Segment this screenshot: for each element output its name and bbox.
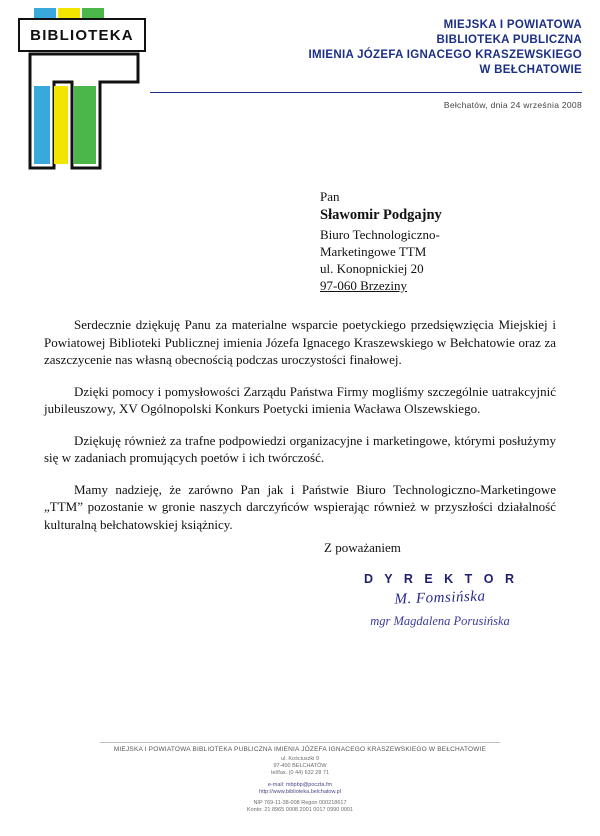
footer-address-line-3: tel/fax. (0 44) 632 28 71 <box>270 770 330 776</box>
footer-fiscal-data <box>0 800 600 814</box>
header-divider <box>150 92 582 93</box>
footer-organization-name: MIEJSKA I POWIATOWA BIBLIOTEKA PUBLICZNA IMIENIA JÓZEFA IGNACEGO KRASZEWSKIEGO W BEŁCHATOWIE <box>113 746 487 753</box>
handwritten-signature: M. Fomsińska <box>394 588 486 608</box>
footer-email: e-mail: mbpbp@poczta.fm <box>267 782 333 788</box>
letterhead <box>0 0 600 180</box>
addressee-salutation: Pan <box>320 189 340 204</box>
addressee-company-line-2: Marketingowe TTM <box>320 244 427 259</box>
logo-banner-text: BIBLIOTEKA <box>30 26 134 44</box>
footer-nip-regon: NIP 769-11-38-008 Regon 000218617 <box>253 800 347 806</box>
footer-contact <box>0 782 600 796</box>
header-line-1: MIEJSKA I POWIATOWA <box>443 19 582 31</box>
valediction: Z poważaniem <box>324 540 401 555</box>
letter-body <box>44 316 556 547</box>
addressee-company-line-1: Biuro Technologiczno- <box>320 227 440 242</box>
addressee-street: ul. Konopnickiej 20 <box>320 261 424 276</box>
body-paragraph-3: Dziękuję również za trafne podpowiedzi organizacyjne i marketingowe, którymi posłużymy się w zadaniach promujących poetów i ich twórczość. <box>44 432 556 465</box>
header-line-2: BIBLIOTEKA PUBLICZNA <box>436 34 582 46</box>
footer-website: http://www.biblioteka.belchatow.pl <box>259 789 341 795</box>
logo-banner <box>18 18 146 52</box>
body-paragraph-1: Serdecznie dziękuję Panu za materialne wsparcie poetyckiego przedsięwzięcia Miejskiej i Powiatowej Biblioteki Publicznej imienia Józefa Ignacego Kraszewskiego w Bełchatowie oraz za zaszczycenie nas własną obecnością podczas uroczystości finałowej. <box>44 317 556 367</box>
footer-address-line-1: ul. Kościuszki 9 <box>281 756 319 762</box>
header-organization-name <box>252 18 582 78</box>
body-paragraph-2: Dzięki pomocy i pomysłowości Zarządu Państwa Firmy mogliśmy szczególnie uatrakcyjnić jubileuszowy, XV Ogólnopolski Konkurs Poetycki imienia Wacława Olszewskiego. <box>44 383 556 416</box>
signer-position: D Y R E K T O R <box>363 572 518 586</box>
footer-address <box>0 756 600 777</box>
footer-bank-account: Konto: 21 8965 0008 2001 0017 0990 0001 <box>246 807 354 813</box>
addressee-postal-city: 97-060 Brzeziny <box>320 278 408 293</box>
library-logo <box>18 8 158 173</box>
header-line-3: IMIENIA JÓZEFA IGNACEGO KRASZEWSKIEGO <box>308 49 582 61</box>
place-and-date: Bełchatów, dnia 24 września 2008 <box>443 100 582 110</box>
logo-book-icon <box>26 52 144 170</box>
addressee-block <box>320 188 580 294</box>
footer-divider <box>100 742 500 743</box>
signer-name: mgr Magdalena Porusińska <box>370 614 510 628</box>
header-line-4: W BEŁCHATOWIE <box>479 64 582 76</box>
footer-address-line-2: 97-400 BEŁCHATÓW <box>273 763 327 769</box>
addressee-name: Sławomir Podgajny <box>320 207 442 223</box>
body-paragraph-4: Mamy nadzieję, że zarówno Pan jak i Państwie Biuro Technologiczno-Marketingowe „TTM” pozostanie w gronie naszych darczyńców wspierając również w przyszłości działalność kulturalną bełchatowskiej książnicy. <box>44 481 556 532</box>
